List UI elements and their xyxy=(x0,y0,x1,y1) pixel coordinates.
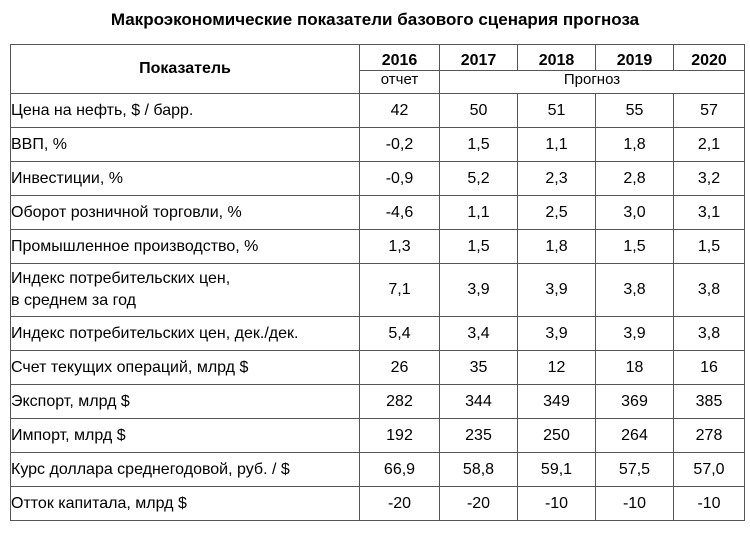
cell-value: 1,5 xyxy=(440,128,518,162)
cell-value: 3,0 xyxy=(596,196,674,230)
cell-value: 3,8 xyxy=(674,264,745,317)
table-row xyxy=(11,196,745,230)
cell-value: -10 xyxy=(518,487,596,521)
cell-value: 12 xyxy=(518,351,596,385)
cell-value: 3,9 xyxy=(440,264,518,317)
cell-value: 2,1 xyxy=(674,128,745,162)
cell-value: 278 xyxy=(674,419,745,453)
cell-value: 66,9 xyxy=(360,453,440,487)
cell-value: -10 xyxy=(674,487,745,521)
cell-value: 1,5 xyxy=(440,230,518,264)
year-header-2016: 2016 xyxy=(360,45,440,71)
cell-value: 57,5 xyxy=(596,453,674,487)
cell-value: 51 xyxy=(518,94,596,128)
table-header-row xyxy=(11,45,745,71)
page-title: Макроэкономические показатели базового сценария прогноза xyxy=(110,10,640,29)
table-row xyxy=(11,453,745,487)
macro-indicators-table xyxy=(10,44,745,521)
cell-value: -4,6 xyxy=(360,196,440,230)
year-header-2017: 2017 xyxy=(440,45,518,71)
cell-value: 235 xyxy=(440,419,518,453)
indicator-column-header: Показатель xyxy=(11,45,360,94)
cell-value: 369 xyxy=(596,385,674,419)
cell-value: 3,9 xyxy=(518,264,596,317)
row-label: Курс доллара среднегодовой, руб. / $ xyxy=(11,453,360,487)
cell-value: 1,5 xyxy=(596,230,674,264)
row-label: Экспорт, млрд $ xyxy=(11,385,360,419)
cell-value: 1,5 xyxy=(674,230,745,264)
cell-value: 59,1 xyxy=(518,453,596,487)
row-label-line: в среднем за год xyxy=(11,292,136,309)
cell-value: 3,1 xyxy=(674,196,745,230)
table-row xyxy=(11,317,745,351)
cell-value: 250 xyxy=(518,419,596,453)
cell-value: 35 xyxy=(440,351,518,385)
year-header-2020: 2020 xyxy=(674,45,745,71)
row-label-line: Индекс потребительских цен, xyxy=(11,270,231,287)
report-label: отчет xyxy=(360,71,440,94)
forecast-label: Прогноз xyxy=(440,71,745,94)
cell-value: -0,2 xyxy=(360,128,440,162)
cell-value: 385 xyxy=(674,385,745,419)
row-label: Инвестиции, % xyxy=(11,162,360,196)
cell-value: 7,1 xyxy=(360,264,440,317)
row-label: Цена на нефть, $ / барр. xyxy=(11,94,360,128)
cell-value: 50 xyxy=(440,94,518,128)
table-row xyxy=(11,230,745,264)
table-row xyxy=(11,264,745,317)
row-label: Отток капитала, млрд $ xyxy=(11,487,360,521)
cell-value: -10 xyxy=(596,487,674,521)
cell-value: 1,1 xyxy=(518,128,596,162)
table-row xyxy=(11,419,745,453)
cell-value: 1,1 xyxy=(440,196,518,230)
cell-value: 3,8 xyxy=(674,317,745,351)
cell-value: 57,0 xyxy=(674,453,745,487)
cell-value: -20 xyxy=(360,487,440,521)
cell-value: 3,4 xyxy=(440,317,518,351)
row-label: Счет текущих операций, млрд $ xyxy=(11,351,360,385)
table-row xyxy=(11,162,745,196)
cell-value: 2,8 xyxy=(596,162,674,196)
cell-value: 3,9 xyxy=(518,317,596,351)
cell-value: 42 xyxy=(360,94,440,128)
row-label: Оборот розничной торговли, % xyxy=(11,196,360,230)
cell-value: 344 xyxy=(440,385,518,419)
row-label: ВВП, % xyxy=(11,128,360,162)
cell-value: 3,2 xyxy=(674,162,745,196)
cell-value: 18 xyxy=(596,351,674,385)
row-label: Промышленное производство, % xyxy=(11,230,360,264)
cell-value: 57 xyxy=(674,94,745,128)
cell-value: 26 xyxy=(360,351,440,385)
cell-value: 5,4 xyxy=(360,317,440,351)
cell-value: 1,3 xyxy=(360,230,440,264)
row-label: Импорт, млрд $ xyxy=(11,419,360,453)
table-row xyxy=(11,351,745,385)
cell-value: 3,9 xyxy=(596,317,674,351)
table-row xyxy=(11,385,745,419)
cell-value: 282 xyxy=(360,385,440,419)
cell-value: -20 xyxy=(440,487,518,521)
year-header-2018: 2018 xyxy=(518,45,596,71)
cell-value: 2,5 xyxy=(518,196,596,230)
cell-value: 58,8 xyxy=(440,453,518,487)
cell-value: 1,8 xyxy=(518,230,596,264)
cell-value: 349 xyxy=(518,385,596,419)
cell-value: 3,8 xyxy=(596,264,674,317)
cell-value: -0,9 xyxy=(360,162,440,196)
cell-value: 1,8 xyxy=(596,128,674,162)
cell-value: 16 xyxy=(674,351,745,385)
cell-value: 5,2 xyxy=(440,162,518,196)
row-label: Индекс потребительских цен, дек./дек. xyxy=(11,317,360,351)
cell-value: 55 xyxy=(596,94,674,128)
table-row xyxy=(11,128,745,162)
row-label xyxy=(11,264,360,317)
table-row xyxy=(11,94,745,128)
cell-value: 192 xyxy=(360,419,440,453)
cell-value: 264 xyxy=(596,419,674,453)
table-row xyxy=(11,487,745,521)
cell-value: 2,3 xyxy=(518,162,596,196)
year-header-2019: 2019 xyxy=(596,45,674,71)
